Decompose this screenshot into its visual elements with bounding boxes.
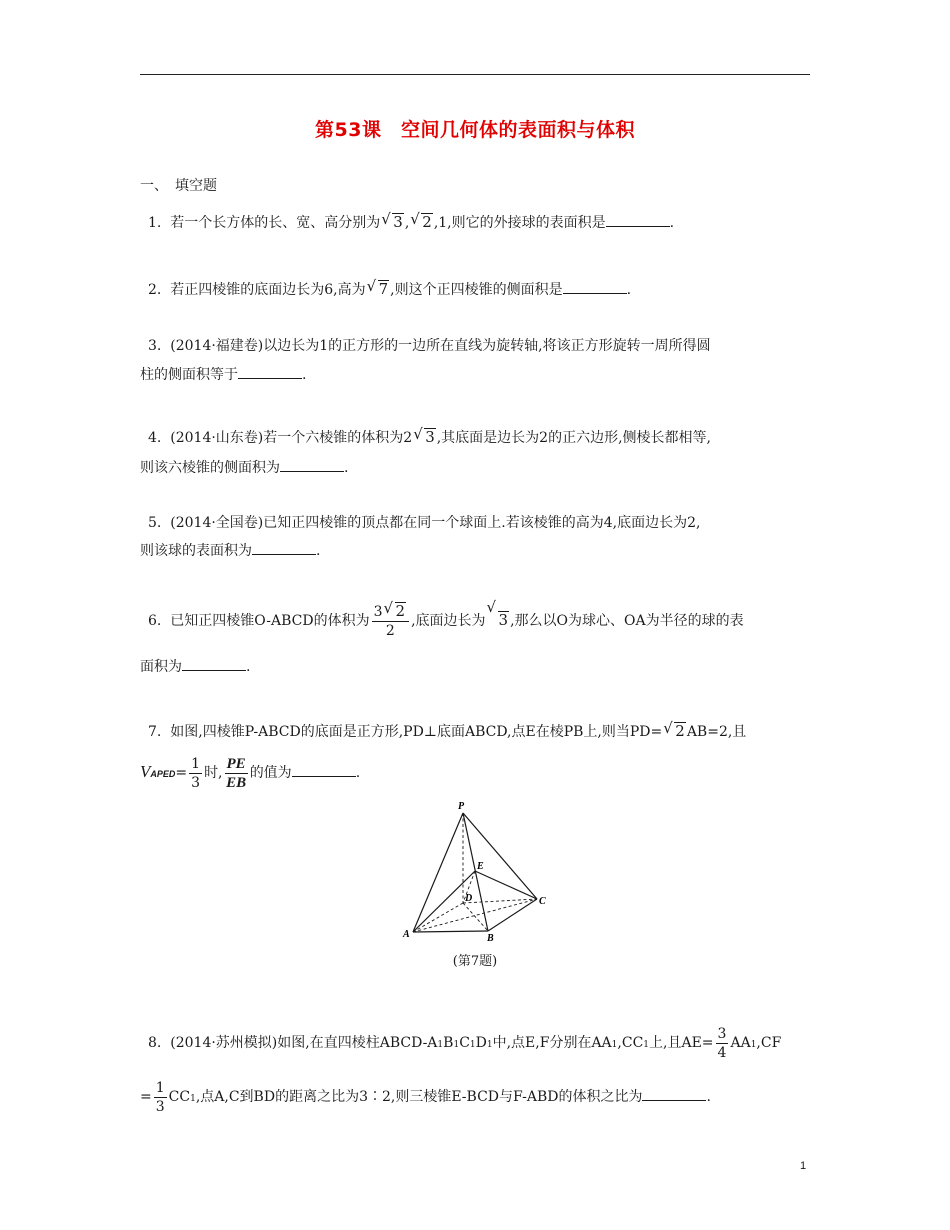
q2-end: . bbox=[626, 282, 632, 298]
answer-blank bbox=[642, 1086, 706, 1101]
page-number: 1 bbox=[800, 1160, 807, 1172]
answer-blank bbox=[252, 540, 316, 555]
answer-blank bbox=[292, 762, 356, 777]
q1-end: . bbox=[669, 215, 675, 231]
q8-text-a2: B bbox=[443, 1035, 454, 1051]
question-number: 6. bbox=[148, 613, 162, 629]
question-number: 7. bbox=[148, 724, 162, 740]
edge-EC bbox=[475, 871, 537, 899]
label-E: E bbox=[477, 861, 484, 872]
edge-AC bbox=[413, 899, 537, 932]
q6-text-d: 面积为 bbox=[140, 659, 182, 675]
label-C: C bbox=[539, 896, 546, 907]
sqrt-7: √ 7 bbox=[366, 277, 389, 298]
figure-caption: (第7题) bbox=[452, 954, 498, 969]
q2-text-b: ,则这个正四棱锥的侧面积是 bbox=[390, 282, 563, 298]
q8-text-a5: 中,点E,F分别在AA bbox=[492, 1035, 612, 1051]
q8-sub: 1 bbox=[190, 1094, 196, 1104]
answer-blank bbox=[182, 656, 246, 671]
fraction-3sqrt2-over-2: 3 √ 2 2 bbox=[372, 602, 409, 640]
question-number: 3. bbox=[148, 338, 162, 354]
question-5-line-1 bbox=[148, 513, 700, 533]
q8-equals: = bbox=[140, 1089, 152, 1105]
edge-PC bbox=[463, 813, 537, 899]
sqrt-2: √ 2 bbox=[410, 210, 432, 231]
question-number: 1. bbox=[148, 215, 162, 231]
question-number: 5. bbox=[148, 515, 162, 531]
sqrt-3: √ 3 bbox=[381, 210, 403, 231]
answer-blank bbox=[238, 364, 302, 379]
answer-blank bbox=[563, 279, 627, 294]
edge-BC bbox=[488, 899, 537, 931]
page-title: 第53课 空间几何体的表面积与体积 bbox=[315, 119, 635, 141]
q4-text-a: (2014·山东卷)若一个六棱锥的体积为2 bbox=[170, 430, 413, 446]
question-number: 8. bbox=[148, 1035, 162, 1051]
q8-text-a7: 上,且AE= bbox=[649, 1035, 714, 1051]
q3-end: . bbox=[302, 367, 307, 383]
q4-text-b: ,其底面是边长为2的正六边形,侧棱长都相等, bbox=[436, 430, 711, 446]
q8-text-a9: ,CF bbox=[756, 1035, 782, 1051]
q3-text-a: (2014·福建卷)以边长为1的正方形的一边所在直线为旋转轴,将该正方形旋转一周所得圆 bbox=[170, 338, 711, 354]
question-1 bbox=[148, 212, 674, 233]
q8-end: . bbox=[706, 1089, 711, 1105]
label-D: D bbox=[465, 893, 473, 904]
q1-sep: , bbox=[404, 215, 410, 231]
q8-text-a3: C bbox=[459, 1035, 470, 1051]
sqrt-3: √ 3 bbox=[486, 598, 509, 629]
label-B: B bbox=[487, 933, 494, 944]
edge-DB bbox=[463, 903, 488, 931]
label-A: A bbox=[403, 929, 410, 940]
pyramid-figure bbox=[395, 795, 560, 945]
question-2 bbox=[148, 279, 631, 300]
q8-sub: 1 bbox=[469, 1040, 476, 1050]
q7-shi: 时, bbox=[204, 765, 223, 781]
q5-text-a: (2014·全国卷)已知正四棱锥的顶点都在同一个球面上.若该棱锥的高为4,底面边长为2, bbox=[170, 515, 701, 531]
q7-equals: = bbox=[175, 765, 188, 781]
question-3-line-2 bbox=[140, 364, 306, 385]
question-8-line-1 bbox=[148, 1023, 781, 1065]
q5-text-b: 则该球的表面积为 bbox=[140, 543, 252, 559]
q6-end: . bbox=[246, 659, 251, 675]
question-7-line-2 bbox=[140, 752, 360, 794]
question-8-line-2 bbox=[140, 1077, 711, 1119]
volume-subscript: APED bbox=[150, 769, 176, 779]
q8-sub: 1 bbox=[437, 1040, 444, 1050]
question-4-line-2 bbox=[140, 457, 348, 478]
q4-text-c: 则该六棱锥的侧面积为 bbox=[140, 460, 280, 476]
q8-text-a6: ,CC bbox=[617, 1035, 644, 1051]
section-heading: 一、 填空题 bbox=[140, 178, 217, 194]
answer-blank bbox=[606, 212, 670, 227]
q8-sub: 1 bbox=[611, 1040, 618, 1050]
q1-text-b: ,1,则它的外接球的表面积是 bbox=[433, 215, 606, 231]
q6-text-a: 已知正四棱锥O-ABCD的体积为 bbox=[170, 613, 370, 629]
edge-AB bbox=[413, 931, 488, 932]
q8-text-a4: D bbox=[475, 1035, 487, 1051]
question-5-line-2 bbox=[140, 540, 320, 561]
q3-text-b: 柱的侧面积等于 bbox=[140, 367, 238, 383]
answer-blank bbox=[280, 457, 344, 472]
q8-text-b: CC bbox=[168, 1089, 191, 1105]
q4-end: . bbox=[344, 460, 349, 476]
q7-text-a: 如图,四棱锥P-ABCD的底面是正方形,PD⊥底面ABCD,点E在棱PB上,则当PD= bbox=[170, 724, 663, 740]
label-P: P bbox=[458, 801, 465, 812]
sqrt-3: √ 3 bbox=[413, 425, 435, 446]
sqrt-2: √ 2 bbox=[663, 719, 685, 740]
question-3-line-1 bbox=[148, 336, 711, 356]
q5-end: . bbox=[316, 543, 321, 559]
q7-end: . bbox=[355, 765, 361, 781]
q7-text-b: AB=2,且 bbox=[686, 724, 747, 740]
volume-symbol: V bbox=[140, 762, 151, 781]
question-4-line-1 bbox=[148, 425, 711, 448]
q7-text-c: 的值为 bbox=[249, 765, 292, 781]
question-7-line-1 bbox=[148, 719, 747, 742]
fraction-1-3: $\frac{1}{3}$ bbox=[155, 1079, 165, 1115]
fraction-1-3: $\frac{1}{3}$ bbox=[191, 755, 201, 791]
q2-text-a: 若正四棱锥的底面边长为6,高为 bbox=[170, 282, 366, 298]
fraction-pe-eb: $\frac{PE}{EB}$ bbox=[226, 755, 247, 791]
q8-text-a: (2014·苏州模拟)如图,在直四棱柱ABCD-A bbox=[170, 1035, 438, 1051]
question-number: 4. bbox=[148, 430, 162, 446]
q1-text-a: 若一个长方体的长、宽、高分别为 bbox=[170, 215, 381, 231]
q8-sub: 1 bbox=[486, 1040, 493, 1050]
q6-text-b: ,底面边长为 bbox=[411, 613, 486, 629]
question-number: 2. bbox=[148, 282, 162, 298]
fraction-3-4: $\frac{3}{4}$ bbox=[717, 1025, 727, 1061]
q8-sub: 1 bbox=[750, 1040, 757, 1050]
q8-text-b2: ,点A,C到BD的距离之比为3∶2,则三棱锥E-BCD与F-ABD的体积之比为 bbox=[195, 1089, 643, 1105]
question-6-line-2 bbox=[140, 656, 250, 677]
question-6-line-1 bbox=[148, 598, 744, 641]
q8-text-a8: AA bbox=[730, 1035, 751, 1051]
q8-sub: 1 bbox=[643, 1040, 650, 1050]
edge-PA bbox=[413, 813, 463, 932]
q6-text-c: ,那么以O为球心、OA为半径的球的表 bbox=[510, 613, 744, 629]
q8-sub: 1 bbox=[453, 1040, 460, 1050]
top-rule bbox=[140, 74, 810, 75]
